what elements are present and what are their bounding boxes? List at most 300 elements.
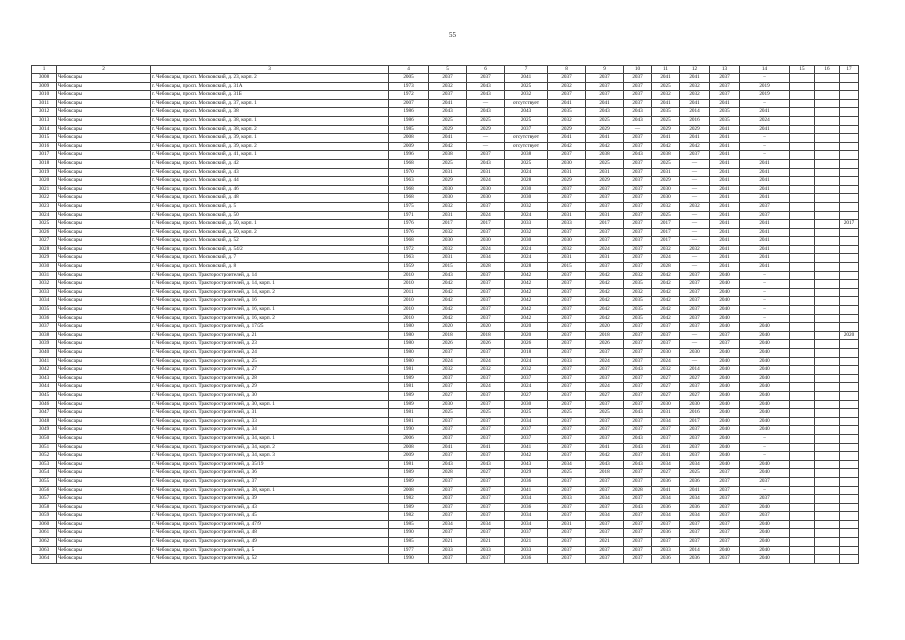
build-year: 1980 [389,331,429,340]
year-cell-col-11: 2017 [652,220,680,229]
year-cell-col-13: 2041 [710,228,740,237]
year-cell-col-10: 2037 [624,202,652,211]
year-cell-col-8: 2033 [548,220,586,229]
year-cell-col-7: 2021 [505,538,548,547]
locality: Чебоксары [57,314,151,323]
year-cell-col-14: 2040 [740,383,790,392]
year-cell-col-13: 2035 [710,116,740,125]
build-year: 1989 [389,503,429,512]
record-number: 3042 [32,366,57,375]
year-cell-col-14: – [740,151,790,160]
year-cell-col-10: 2037 [624,185,652,194]
year-cell-col-17: 2017 [840,220,859,229]
year-cell-col-12: — [680,194,710,203]
year-cell-col-13: 2041 [710,125,740,134]
year-cell-col-15 [790,349,815,358]
address: г. Чебоксары, просп. Тракторостроителей, д. 16 [151,297,389,306]
year-cell-col-17 [840,116,859,125]
table-row [32,486,859,495]
year-cell-col-12: 2025 [680,469,710,478]
table-row [32,220,859,229]
address: г. Чебоксары, просп. Тракторостроителей, д. 14 [151,271,389,280]
year-cell-col-5: 2025 [429,159,467,168]
build-year: 1990 [389,555,429,564]
year-cell-col-12: 2034 [680,512,710,521]
year-cell-col-12: 2014 [680,366,710,375]
year-cell-col-14: 2037 [740,202,790,211]
year-cell-col-5: 2031 [429,211,467,220]
year-cell-col-14: 2024 [740,116,790,125]
year-cell-col-17 [840,409,859,418]
year-cell-col-17 [840,546,859,555]
year-cell-col-16 [815,555,840,564]
year-cell-col-5: 2043 [429,108,467,117]
table-row [32,263,859,272]
address: г. Чебоксары, просп. Московский, д. 23, корп. 2 [151,74,389,83]
year-cell-col-15 [790,151,815,160]
year-cell-col-15 [790,194,815,203]
year-cell-col-6: — [467,134,505,143]
year-cell-col-5: 2024 [429,357,467,366]
year-cell-col-10: 2037 [624,391,652,400]
build-year: 1986 [389,108,429,117]
year-cell-col-15 [790,271,815,280]
year-cell-col-8: 2037 [548,323,586,332]
year-cell-col-6: 2030 [467,185,505,194]
address: г. Чебоксары, просп. Тракторостроителей, д. 48 [151,529,389,538]
year-cell-col-7: 2018 [505,349,548,358]
address: г. Чебоксары, просп. Московский, д. 8 [151,263,389,272]
year-cell-col-14: – [740,443,790,452]
year-cell-col-7: 2032 [505,202,548,211]
record-number: 3054 [32,469,57,478]
table-row [32,331,859,340]
table-row [32,391,859,400]
table-row [32,314,859,323]
year-cell-col-6: 2037 [467,486,505,495]
year-cell-col-11: 2027 [652,469,680,478]
record-number: 3038 [32,331,57,340]
year-cell-col-13: 2037 [710,91,740,100]
year-cell-col-5: 2017 [429,220,467,229]
record-number: 3041 [32,357,57,366]
year-cell-col-5: 2030 [429,400,467,409]
year-cell-col-7: 2028 [505,177,548,186]
year-cell-col-15 [790,288,815,297]
year-cell-col-14: – [740,99,790,108]
year-cell-col-8: 2025 [548,469,586,478]
build-year: 1976 [389,220,429,229]
locality: Чебоксары [57,477,151,486]
build-year: 1980 [389,357,429,366]
year-cell-col-17: 2020 [840,331,859,340]
year-cell-col-14: – [740,280,790,289]
year-cell-col-8: 2037 [548,503,586,512]
year-cell-col-11: 2032 [652,245,680,254]
year-cell-col-13: 2041 [710,168,740,177]
year-cell-col-8: 2037 [548,417,586,426]
year-cell-col-8: 2037 [548,426,586,435]
year-cell-col-13: 2040 [710,409,740,418]
year-cell-col-7: 2041 [505,74,548,83]
column-number-cell: 5 [429,66,467,74]
address: г. Чебоксары, просп. Московский, д. 54/2 [151,245,389,254]
year-cell-col-9: 2037 [586,374,624,383]
year-cell-col-9: 2037 [586,417,624,426]
build-year: 1968 [389,194,429,203]
year-cell-col-9: 2025 [586,409,624,418]
address: г. Чебоксары, просп. Московский, д. 31Б [151,91,389,100]
record-number: 3011 [32,99,57,108]
year-cell-col-9: 2037 [586,555,624,564]
year-cell-col-10: 2037 [624,495,652,504]
address: г. Чебоксары, просп. Тракторостроителей, д. 30, корп. 1 [151,400,389,409]
year-cell-col-17 [840,168,859,177]
year-cell-col-13: 2040 [710,314,740,323]
year-cell-col-11: 2034 [652,512,680,521]
year-cell-col-12: 2036 [680,555,710,564]
year-cell-col-14: 2041 [740,228,790,237]
record-number: 3044 [32,383,57,392]
table-row [32,434,859,443]
column-number-cell: 14 [740,66,790,74]
year-cell-col-6: 2021 [467,538,505,547]
year-cell-col-8: 2015 [548,263,586,272]
year-cell-col-6: 2018 [467,331,505,340]
year-cell-col-8: 2029 [548,125,586,134]
page-number: 55 [449,31,456,39]
year-cell-col-11: 2029 [652,177,680,186]
year-cell-col-7: 2032 [505,366,548,375]
year-cell-col-17 [840,538,859,547]
year-cell-col-8: 2037 [548,185,586,194]
year-cell-col-14: 2041 [740,194,790,203]
table-row [32,383,859,392]
year-cell-col-8: 2033 [548,495,586,504]
year-cell-col-17 [840,185,859,194]
table-row [32,280,859,289]
address: г. Чебоксары, просп. Тракторостроителей, д. 47/9 [151,520,389,529]
year-cell-col-16 [815,495,840,504]
record-number: 3043 [32,374,57,383]
year-cell-col-11: 2036 [652,503,680,512]
year-cell-col-16 [815,409,840,418]
record-number: 3055 [32,477,57,486]
year-cell-col-8: 2037 [548,512,586,521]
year-cell-col-13: 2041 [710,263,740,272]
year-cell-col-13: 2037 [710,503,740,512]
year-cell-col-17 [840,323,859,332]
year-cell-col-9: 2037 [586,434,624,443]
table-row [32,443,859,452]
year-cell-col-10: 2037 [624,134,652,143]
year-cell-col-10: 2037 [624,211,652,220]
table-row [32,177,859,186]
table-row [32,125,859,134]
year-cell-col-16 [815,91,840,100]
year-cell-col-15 [790,340,815,349]
year-cell-col-16 [815,125,840,134]
year-cell-col-7: 2025 [505,159,548,168]
year-cell-col-16 [815,486,840,495]
locality: Чебоксары [57,271,151,280]
year-cell-col-15 [790,99,815,108]
year-cell-col-8: 2034 [548,460,586,469]
year-cell-col-12: 2037 [680,529,710,538]
record-number: 3027 [32,237,57,246]
year-cell-col-15 [790,366,815,375]
year-cell-col-5: 2042 [429,280,467,289]
address: г. Чебоксары, просп. Московский, д. 50, корп. 2 [151,228,389,237]
year-cell-col-16 [815,245,840,254]
locality: Чебоксары [57,323,151,332]
year-cell-col-6: 2032 [467,366,505,375]
year-cell-col-12: — [680,228,710,237]
year-cell-col-15 [790,503,815,512]
year-cell-col-5: 2018 [429,331,467,340]
year-cell-col-6: 2037 [467,280,505,289]
year-cell-col-14: 2040 [740,409,790,418]
year-cell-col-9: 2037 [586,486,624,495]
locality: Чебоксары [57,74,151,83]
year-cell-col-5: 2034 [429,520,467,529]
year-cell-col-7: 2024 [505,245,548,254]
year-cell-col-11: 2041 [652,443,680,452]
year-cell-col-14: – [740,134,790,143]
year-cell-col-7: 2036 [505,477,548,486]
table-row [32,495,859,504]
table-row [32,151,859,160]
year-cell-col-8: 2037 [548,452,586,461]
year-cell-col-7: 2033 [505,546,548,555]
year-cell-col-11: 2037 [652,340,680,349]
address: г. Чебоксары, просп. Московский, д. 46 [151,185,389,194]
year-cell-col-9: 2043 [586,460,624,469]
year-cell-col-9: 2031 [586,168,624,177]
record-number: 3051 [32,443,57,452]
year-cell-col-14: 2040 [740,529,790,538]
year-cell-col-5: 2032 [429,228,467,237]
year-cell-col-16 [815,434,840,443]
year-cell-col-6: 2037 [467,495,505,504]
table-row [32,237,859,246]
table-row [32,417,859,426]
address: г. Чебоксары, просп. Тракторостроителей, д. 36 [151,469,389,478]
year-cell-col-16 [815,520,840,529]
build-year: 1968 [389,185,429,194]
year-cell-col-6: 2026 [467,340,505,349]
year-cell-col-16 [815,426,840,435]
year-cell-col-10: 2037 [624,91,652,100]
year-cell-col-17 [840,151,859,160]
year-cell-col-10: 2037 [624,194,652,203]
record-number: 3033 [32,288,57,297]
year-cell-col-14: 2040 [740,503,790,512]
year-cell-col-11: 2017 [652,228,680,237]
table-row [32,426,859,435]
year-cell-col-12: — [680,185,710,194]
year-cell-col-7: 2037 [505,426,548,435]
year-cell-col-6: 2034 [467,520,505,529]
year-cell-col-5: 2025 [429,116,467,125]
record-number: 3009 [32,82,57,91]
year-cell-col-9: 2037 [586,185,624,194]
year-cell-col-17 [840,426,859,435]
year-cell-col-10: 2037 [624,383,652,392]
table-row [32,82,859,91]
build-year: 1980 [389,340,429,349]
year-cell-col-14: 2041 [740,254,790,263]
year-cell-col-13: 2041 [710,254,740,263]
year-cell-col-15 [790,237,815,246]
year-cell-col-13: 2037 [710,486,740,495]
year-cell-col-12: 2041 [680,99,710,108]
year-cell-col-12: — [680,177,710,186]
record-number: 3021 [32,185,57,194]
year-cell-col-14: 2019 [740,82,790,91]
year-cell-col-17 [840,555,859,564]
locality: Чебоксары [57,520,151,529]
locality: Чебоксары [57,503,151,512]
year-cell-col-13: 2040 [710,357,740,366]
year-cell-col-11: 2037 [652,331,680,340]
build-year: 1986 [389,116,429,125]
year-cell-col-8: 2037 [548,383,586,392]
locality: Чебоксары [57,194,151,203]
year-cell-col-17 [840,357,859,366]
year-cell-col-12: 2037 [680,271,710,280]
year-cell-col-5: 2042 [429,142,467,151]
year-cell-col-9: 2037 [586,82,624,91]
year-cell-col-15 [790,306,815,315]
year-cell-col-11: 2042 [652,271,680,280]
year-cell-col-11: 2041 [652,99,680,108]
year-cell-col-12: — [680,340,710,349]
year-cell-col-10: 2043 [624,434,652,443]
year-cell-col-6: 2037 [467,374,505,383]
year-cell-col-9: 2042 [586,280,624,289]
year-cell-col-8: 2032 [548,245,586,254]
year-cell-col-11: 2037 [652,434,680,443]
year-cell-col-13: 2041 [710,202,740,211]
build-year: 1972 [389,91,429,100]
year-cell-col-15 [790,331,815,340]
build-year: 1982 [389,495,429,504]
locality: Чебоксары [57,357,151,366]
year-cell-col-15 [790,125,815,134]
year-cell-col-15 [790,245,815,254]
year-cell-col-11: 2037 [652,520,680,529]
year-cell-col-11: 2042 [652,280,680,289]
build-year: 1968 [389,159,429,168]
year-cell-col-16 [815,202,840,211]
year-cell-col-10: 2037 [624,254,652,263]
table-row [32,400,859,409]
year-cell-col-8: 2037 [548,546,586,555]
year-cell-col-12: 2041 [680,134,710,143]
record-number: 3052 [32,452,57,461]
record-number: 3059 [32,512,57,521]
year-cell-col-16 [815,99,840,108]
table-row [32,340,859,349]
year-cell-col-7: 2028 [505,263,548,272]
year-cell-col-5: 2042 [429,288,467,297]
address: г. Чебоксары, просп. Тракторостроителей, д. 37 [151,477,389,486]
year-cell-col-17 [840,520,859,529]
build-year: 1968 [389,237,429,246]
table-row [32,477,859,486]
year-cell-col-17 [840,263,859,272]
year-cell-col-8: 2037 [548,331,586,340]
locality: Чебоксары [57,91,151,100]
year-cell-col-17 [840,280,859,289]
year-cell-col-17 [840,297,859,306]
year-cell-col-17 [840,177,859,186]
build-year: 1972 [389,245,429,254]
address: г. Чебоксары, просп. Московский, д. 5 [151,202,389,211]
year-cell-col-5: 2037 [429,349,467,358]
year-cell-col-15 [790,417,815,426]
year-cell-col-7: 2030 [505,400,548,409]
year-cell-col-15 [790,108,815,117]
year-cell-col-7: 2037 [505,434,548,443]
year-cell-col-9: 2042 [586,297,624,306]
year-cell-col-14: – [740,486,790,495]
record-number: 3030 [32,263,57,272]
year-cell-col-8: 2037 [548,91,586,100]
address: г. Чебоксары, просп. Тракторостроителей, д. 24 [151,349,389,358]
year-cell-col-16 [815,82,840,91]
year-cell-col-15 [790,469,815,478]
year-cell-col-12: 2037 [680,306,710,315]
year-cell-col-5: 2041 [429,134,467,143]
year-cell-col-12: 2016 [680,116,710,125]
year-cell-col-5: 2037 [429,555,467,564]
locality: Чебоксары [57,383,151,392]
year-cell-col-11: 2041 [652,452,680,461]
year-cell-col-13: 2035 [710,108,740,117]
year-cell-col-15 [790,477,815,486]
year-cell-col-6: 2025 [467,409,505,418]
year-cell-col-9: 2037 [586,426,624,435]
year-cell-col-5: 2043 [429,460,467,469]
year-cell-col-13: 2040 [710,288,740,297]
table-row [32,99,859,108]
table-row [32,323,859,332]
year-cell-col-17 [840,108,859,117]
table-row [32,349,859,358]
locality: Чебоксары [57,142,151,151]
year-cell-col-15 [790,168,815,177]
record-number: 3045 [32,391,57,400]
year-cell-col-17 [840,159,859,168]
locality: Чебоксары [57,340,151,349]
year-cell-col-16 [815,503,840,512]
year-cell-col-11: 2038 [652,151,680,160]
year-cell-col-16 [815,400,840,409]
build-year: 1980 [389,349,429,358]
address: г. Чебоксары, просп. Тракторостроителей, д. 34, корп. 3 [151,452,389,461]
table-row [32,254,859,263]
locality: Чебоксары [57,495,151,504]
column-number-cell: 2 [57,66,151,74]
year-cell-col-11: 2034 [652,495,680,504]
address: г. Чебоксары, просп. Московский, д. 37, корп. 1 [151,99,389,108]
year-cell-col-10: 2032 [624,288,652,297]
year-cell-col-12: — [680,211,710,220]
year-cell-col-14: 2041 [740,220,790,229]
year-cell-col-11: 2041 [652,486,680,495]
